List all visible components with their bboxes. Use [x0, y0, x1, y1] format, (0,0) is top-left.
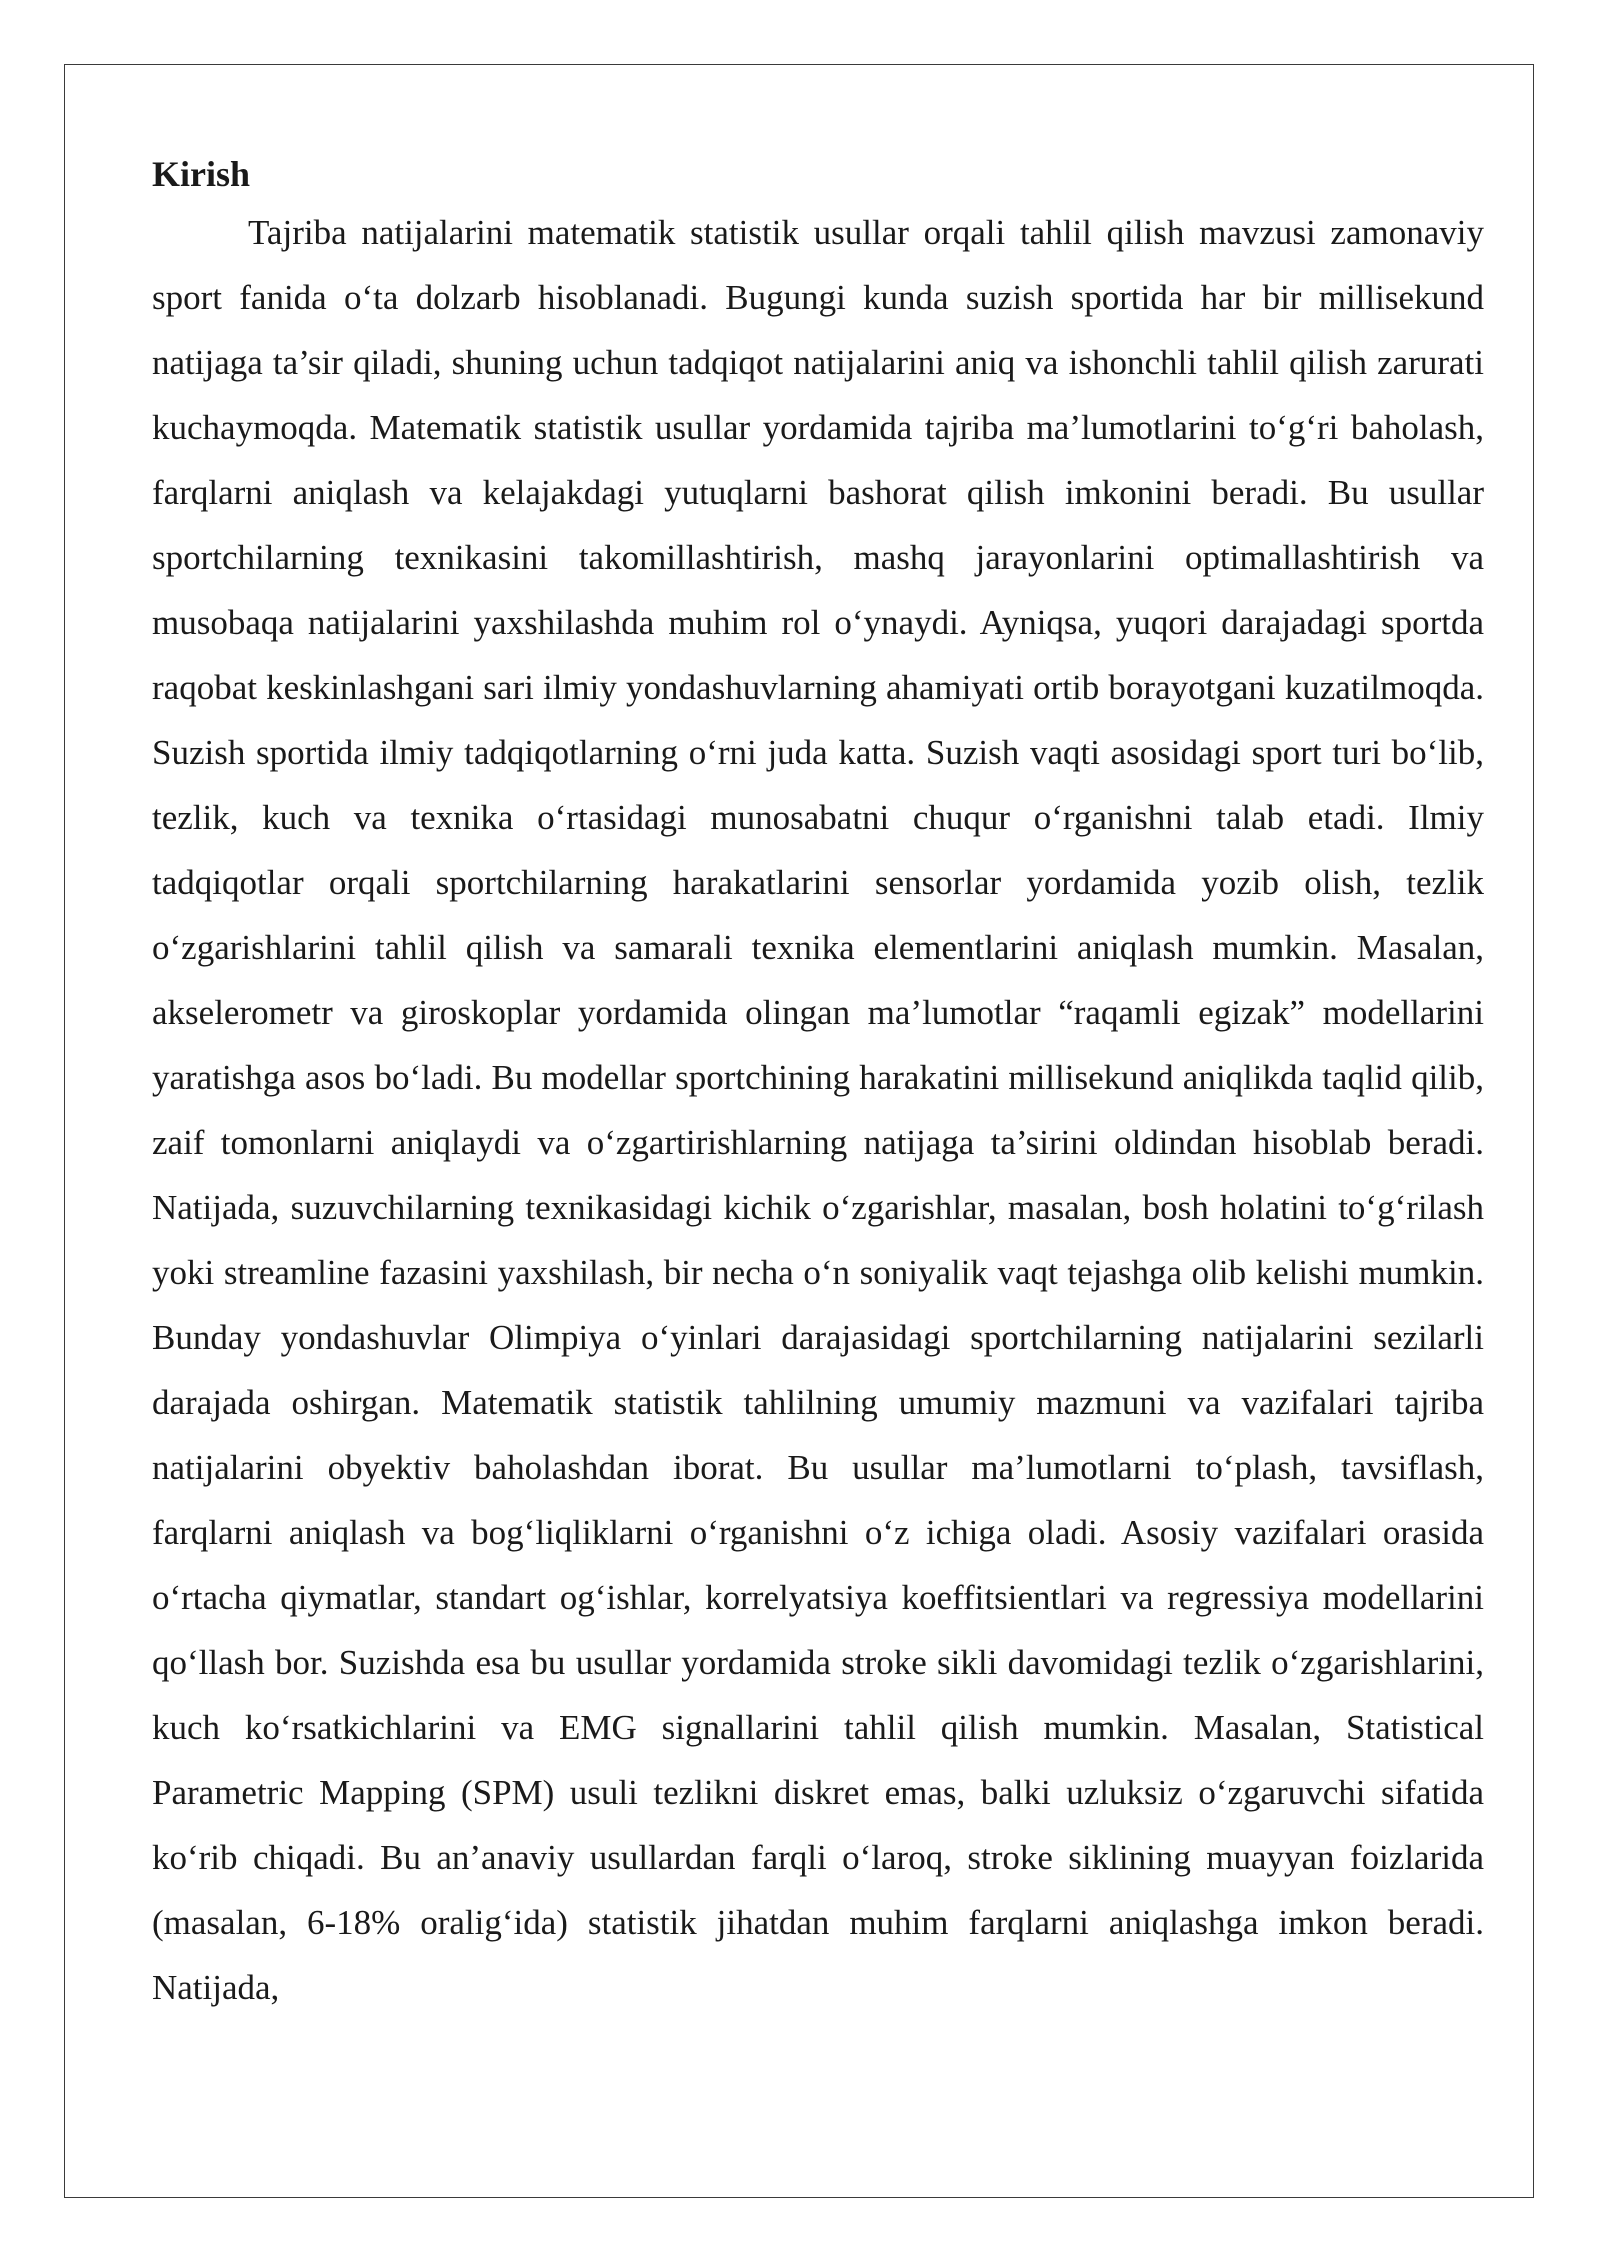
- section-heading: Kirish: [152, 154, 251, 194]
- document-body: [152, 148, 1484, 2020]
- body-paragraph: Tajriba natijalarini matematik statistik usullar orqali tahlil qilish mavzusi zamonaviy sport fanida o‘ta dolzarb hisoblanadi. Bugungi kunda suzish sportida har bir millisekund natijaga ta’sir qiladi, shuning uchun tadqiqot natijalarini aniq va ishonchli tahlil qilish zarurati kuchaymoqda. Matematik statistik usullar yordamida tajriba ma’lumotlarini to‘g‘ri baholash, farqlarni aniqlash va kelajakdagi yutuqlarni bashorat qilish imkonini beradi. Bu usullar sportchilarning texnikasini takomillashtirish, mashq jarayonlarini optimallashtirish va musobaqa natijalarini yaxshilashda muhim rol o‘ynaydi. Ayniqsa, yuqori darajadagi sportda raqobat keskinlashgani sari ilmiy yondashuvlarning ahamiyati ortib borayotgani kuzatilmoqda. Suzish sportida ilmiy tadqiqotlarning o‘rni juda katta. Suzish vaqti asosidagi sport turi bo‘lib, tezlik, kuch va texnika o‘rtasidagi munosabatni chuqur o‘rganishni talab etadi. Ilmiy tadqiqotlar orqali sportchilarning harakatlarini sensorlar yordamida yozib olish, tezlik o‘zgarishlarini tahlil qilish va samarali texnika elementlarini aniqlash mumkin. Masalan, akselerometr va giroskoplar yordamida olingan ma’lumotlar “raqamli egizak” modellarini yaratishga asos bo‘ladi. Bu modellar sportchining harakatini millisekund aniqlikda taqlid qilib, zaif tomonlarni aniqlaydi va o‘zgartirishlarning natijaga ta’sirini oldindan hisoblab beradi. Natijada, suzuvchilarning texnikasidagi kichik o‘zgarishlar, masalan, bosh holatini to‘g‘rilash yoki streamline fazasini yaxshilash, bir necha o‘n soniyalik vaqt tejashga olib kelishi mumkin. Bunday yondashuvlar Olimpiya o‘yinlari darajasidagi sportchilarning natijalarini sezilarli darajada oshirgan. Matematik statistik tahlilning umumiy mazmuni va vazifalari tajriba natijalarini obyektiv baholashdan iborat. Bu usullar ma’lumotlarni to‘plash, tavsiflash, farqlarni aniqlash va bog‘liqliklarni o‘rganishni o‘z ichiga oladi. Asosiy vazifalari orasida o‘rtacha qiymatlar, standart og‘ishlar, korrelyatsiya koeffitsientlari va regressiya modellarini qo‘llash bor. Suzishda esa bu usullar yordamida stroke sikli davomidagi tezlik o‘zgarishlarini, kuch ko‘rsatkichlarini va EMG signallarini tahlil qilish mumkin. Masalan, Statistical Parametric Mapping (SPM) usuli tezlikni diskret emas, balki uzluksiz o‘zgaruvchi sifatida ko‘rib chiqadi. Bu an’anaviy usullardan farqli o‘laroq, stroke siklining muayyan foizlarida (masalan, 6-18% oralig‘ida) statistik jihatdan muhim farqlarni aniqlashga imkon beradi. Natijada,: [152, 213, 1484, 2007]
